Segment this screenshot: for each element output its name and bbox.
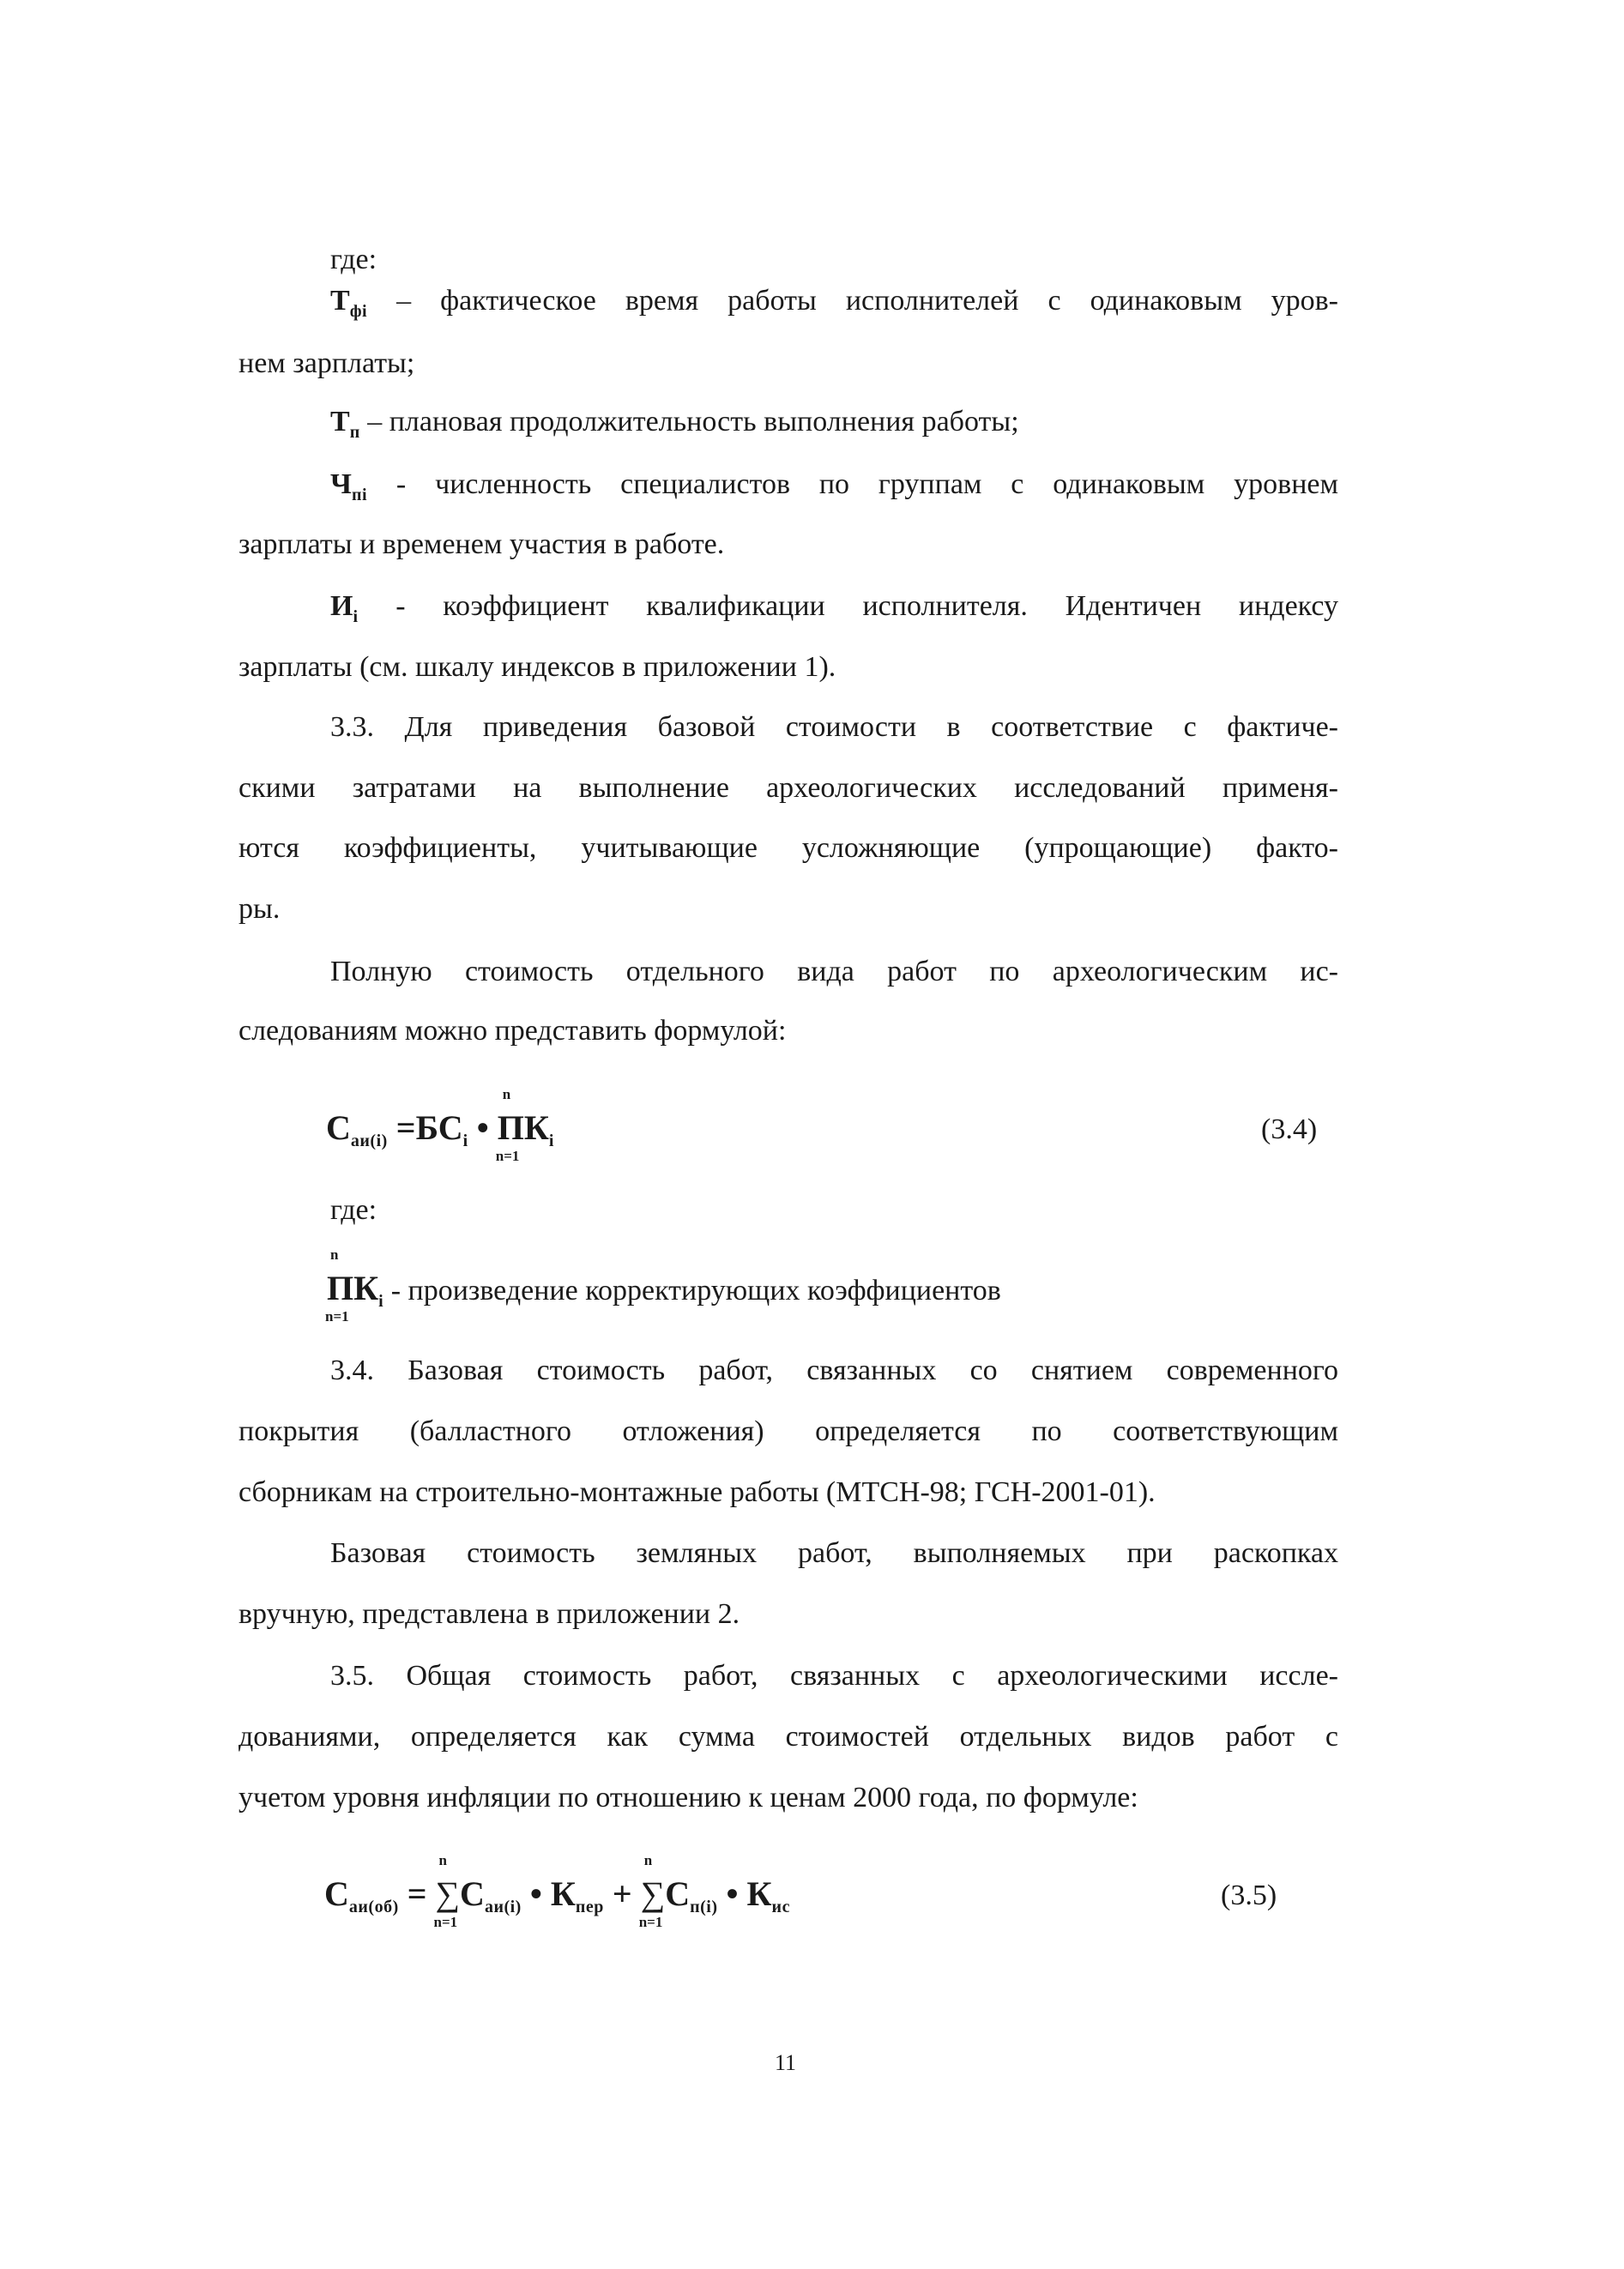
symbol-ch-sub: пi <box>351 486 368 504</box>
formula35-plus: + <box>603 1874 641 1913</box>
formula34-upper-limit: n <box>502 1086 511 1102</box>
formula34-lower-limit: n=1 <box>495 1148 520 1164</box>
formula34-lhs-sub: аи(i) <box>350 1131 388 1150</box>
formula34-bullet: • <box>468 1108 498 1147</box>
sum1-lower-limit: n=1 <box>433 1914 458 1930</box>
formula35-lhs: С <box>324 1874 349 1913</box>
sum2-operator: ∑ <box>640 1874 666 1913</box>
page-number: 11 <box>775 2050 797 2075</box>
definition-tf-text: – фактическое время работы исполнителей с одинаковым уров- <box>367 285 1338 317</box>
definition-tp-text: – плановая продолжительность выполнения работы; <box>359 406 1019 438</box>
formula35-term2-sub: п(i) <box>690 1898 718 1916</box>
paragraph-3-4-line3: сборникам на строительно-монтажные работы (МТСН-98; ГСН-2001-01). <box>238 1476 1156 1508</box>
definition-i-line1 <box>330 588 1338 635</box>
symbol-ch: Ч <box>330 468 352 500</box>
formula35-term2: С <box>665 1874 691 1913</box>
sum2-upper-limit: n <box>643 1852 653 1868</box>
sum1-operator: ∑ <box>435 1874 461 1913</box>
product-definition <box>325 1246 1001 1325</box>
formula34-bs: =БС <box>387 1108 463 1147</box>
paragraph-3-5-line3: учетом уровня инфляции по отношению к ценам 2000 года, по формуле: <box>238 1782 1138 1813</box>
definition-i-text: - коэффициент квалификации исполнителя. Идентичен индексу <box>358 590 1338 622</box>
formula35-k1-sub: пер <box>575 1898 604 1916</box>
paragraph-3-3-line3: ются коэффициенты, учитывающие усложняющие (упрощающие) факто- <box>238 832 1338 864</box>
definition-ch-line1 <box>330 467 1338 513</box>
formula35-k2-sub: ис <box>771 1898 790 1916</box>
paragraph-base-cost-line1: Базовая стоимость земляных работ, выполняемых при раскопках <box>330 1537 1338 1569</box>
definition-ch-text: - численность специалистов по группам с одинаковым уровнем <box>367 468 1338 500</box>
pk-operator: ПК <box>327 1269 379 1307</box>
paragraph-3-3-line1: 3.3. Для приведения базовой стоимости в соответствие с фактиче- <box>330 711 1338 743</box>
paragraph-full-cost-line2: следованиям можно представить формулой: <box>238 1015 787 1047</box>
formula35-eq: = <box>398 1874 436 1913</box>
formula-3-5-number: (3.5) <box>1221 1880 1277 1911</box>
definition-tf-line1 <box>330 283 1338 329</box>
definition-tp <box>330 404 1019 450</box>
symbol-i-sub: i <box>353 607 359 626</box>
definition-ch-line2: зарплаты и временем участия в работе. <box>238 528 725 560</box>
product-operator: ПК <box>497 1108 549 1147</box>
formula35-k1: К <box>550 1874 576 1913</box>
pk-description: - произведение корректирующих коэффициентов <box>383 1275 1001 1306</box>
symbol-t-sub: фi <box>349 302 368 321</box>
paragraph-3-5-line2: дованиями, определяется как сумма стоимостей отдельных видов работ с <box>238 1721 1338 1753</box>
paragraph-base-cost-line2: вручную, представлена в приложении 2. <box>238 1598 740 1630</box>
formula34-bs-sub: i <box>462 1131 468 1150</box>
formula35-bullet2: • <box>717 1874 747 1913</box>
formula35-k2: К <box>746 1874 772 1913</box>
where-label-2: где: <box>330 1194 377 1226</box>
pk-sub: i <box>378 1292 384 1311</box>
formula-3-4 <box>326 1086 554 1164</box>
sum2-lower-limit: n=1 <box>638 1914 663 1930</box>
formula35-lhs-sub: аи(об) <box>348 1898 399 1916</box>
formula34-op-sub: i <box>548 1131 554 1150</box>
formula-3-4-number: (3.4) <box>1261 1113 1318 1145</box>
pk-upper-limit: n <box>330 1246 339 1263</box>
definition-tf-line2: нем зарплаты; <box>238 347 415 379</box>
paragraph-3-4-line2: покрытия (балластного отложения) определяется по соответствующим <box>238 1415 1338 1447</box>
symbol-t: Т <box>330 285 350 317</box>
pk-lower-limit: n=1 <box>325 1308 349 1325</box>
paragraph-full-cost-line1: Полную стоимость отдельного вида работ по археологическим ис- <box>330 956 1338 987</box>
paragraph-3-4-line1: 3.4. Базовая стоимость работ, связанных со снятием современного <box>330 1355 1338 1386</box>
formula-3-5 <box>324 1852 790 1930</box>
symbol-tp-sub: п <box>349 423 360 442</box>
sum1-upper-limit: n <box>438 1852 447 1868</box>
symbol-tp: Т <box>330 406 350 438</box>
definition-i-line2: зарплаты (см. шкалу индексов в приложении 1). <box>238 651 836 683</box>
paragraph-3-3-line4: ры. <box>238 893 281 925</box>
formula35-term1: С <box>460 1874 485 1913</box>
formula35-bullet1: • <box>521 1874 551 1913</box>
paragraph-3-3-line2: скими затратами на выполнение археологических исследований применя- <box>238 772 1338 804</box>
formula34-lhs: С <box>326 1108 351 1147</box>
formula35-term1-sub: аи(i) <box>484 1898 522 1916</box>
where-label: где: <box>330 244 377 275</box>
symbol-i: И <box>330 590 353 622</box>
paragraph-3-5-line1: 3.5. Общая стоимость работ, связанных с археологическими иссле- <box>330 1660 1338 1692</box>
